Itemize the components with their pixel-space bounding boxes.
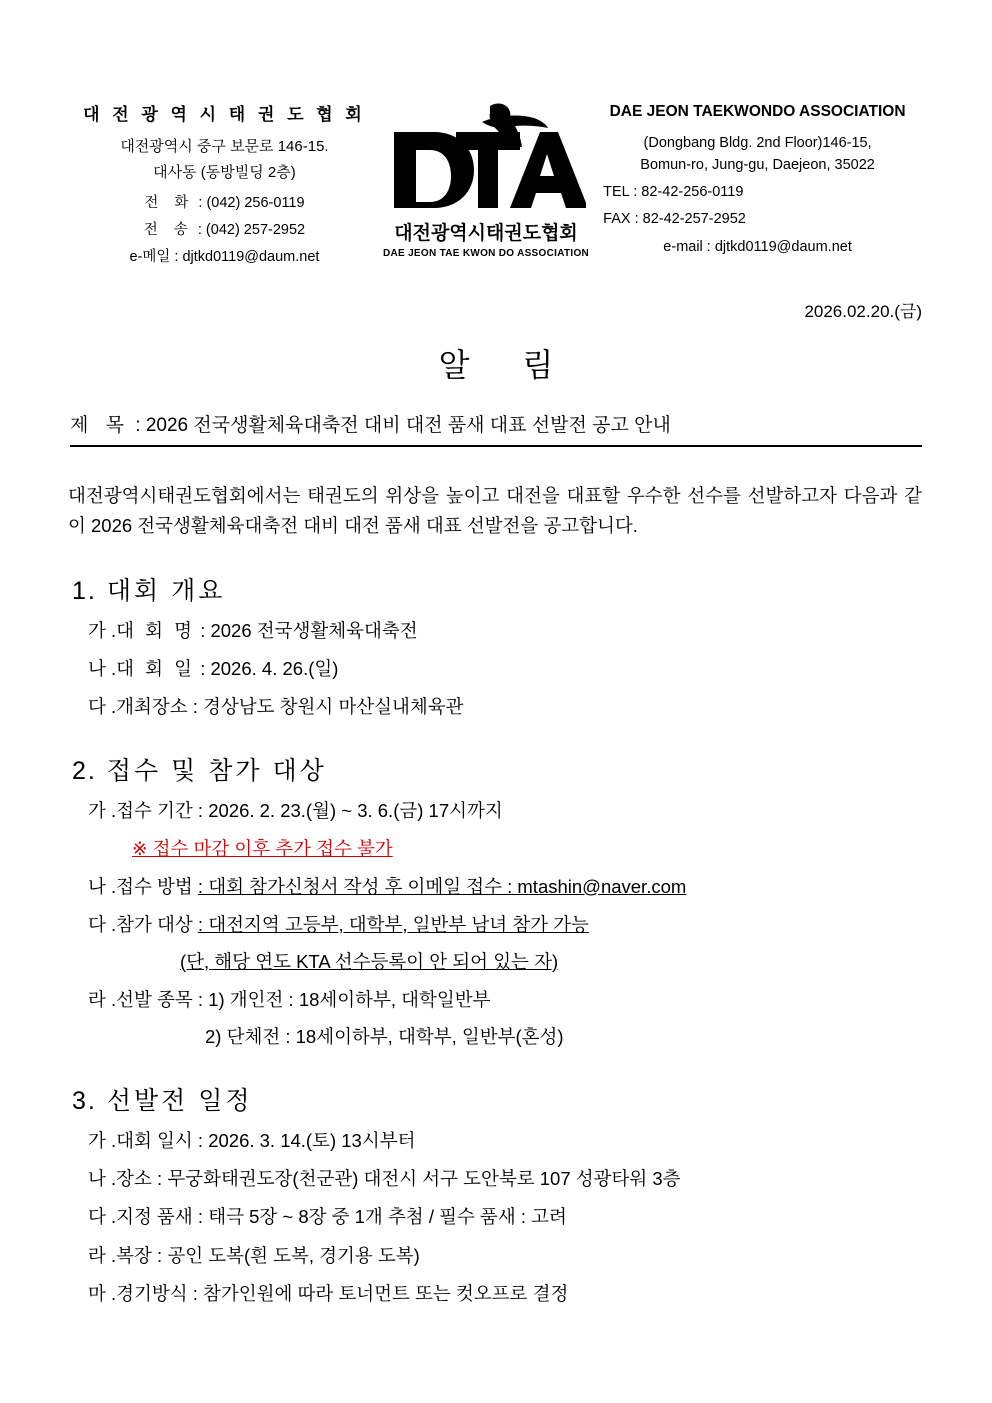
item-text: : 경상남도 창원시 마산실내체육관: [192, 696, 464, 718]
item-label: 대 회 일: [116, 658, 196, 680]
list-item: [88, 1242, 922, 1270]
item-text: : 2026. 2. 23.(월) ~ 3. 6.(금) 17시까지: [197, 800, 503, 822]
list-item: [88, 1203, 922, 1231]
item-marker: 나 .: [88, 875, 117, 897]
item-text: : 참가인원에 따라 토너먼트 또는 컷오프로 결정: [192, 1282, 569, 1304]
list-item: [88, 693, 922, 721]
section-overview: [0, 571, 992, 721]
fax-row: [70, 217, 379, 244]
list-item: [88, 1127, 922, 1155]
item-body: [116, 986, 922, 1014]
item-label: 장소: [116, 1168, 152, 1190]
subject-block: [0, 392, 992, 447]
letterhead-korean-block: [70, 100, 379, 271]
item-body: [116, 1242, 922, 1270]
email-value: : djtkd0119@daum.net: [174, 248, 320, 265]
subject-line: [70, 410, 922, 437]
section-1-title: 대회 개요: [106, 577, 226, 606]
fax-value: : (042) 257-2952: [197, 222, 306, 239]
item-body: [116, 797, 922, 825]
section-3-heading: [72, 1081, 922, 1117]
association-logo: [379, 100, 593, 259]
section-3-number: 3.: [72, 1087, 97, 1116]
item-text: : 무궁화태권도장(천군관) 대전시 서구 도안북로 107 성광타워 3층: [157, 1168, 681, 1190]
subject-label: 제 목: [70, 414, 130, 436]
item-label: 참가 대상: [116, 913, 193, 935]
item-marker: 라 .: [88, 989, 117, 1010]
fax-label: 전 송: [143, 222, 194, 239]
item-body: [116, 911, 922, 939]
team-event-text: 2) 단체전 : 18세이하부, 대학부, 일반부(혼성): [205, 1026, 564, 1048]
item-marker: 가 .: [88, 800, 117, 822]
section-2-heading: [72, 751, 922, 787]
section-registration: [0, 751, 992, 1051]
telephone-value: : (042) 256-0119: [198, 195, 305, 212]
section-3-title: 선발전 일정: [106, 1087, 253, 1116]
letterhead-english-block: [593, 100, 922, 260]
list-item: [88, 617, 922, 645]
contact-block-kr: [70, 190, 379, 270]
section-1-number: 1.: [72, 577, 97, 606]
item-body: [116, 1203, 922, 1231]
fax-en: FAX : 82-42-257-2952: [603, 211, 746, 228]
telephone-en: TEL : 82-42-256-0119: [603, 184, 744, 201]
item-marker: 마 .: [88, 1282, 117, 1304]
item-label: 지정 품새: [116, 1206, 193, 1228]
subject-text: : 2026 전국생활체육대축전 대비 대전 품새 대표 선발전 공고 안내: [135, 414, 671, 436]
condition-text: (단, 해당 연도 KTA 선수등록이 안 되어 있는 자): [180, 950, 559, 972]
item-label: 선발 종목: [116, 989, 193, 1010]
item-label: 접수 방법: [116, 875, 193, 897]
item-label: 대회 일시: [116, 1130, 193, 1152]
item-text: : 2026. 4. 26.(일): [200, 658, 339, 680]
telephone-label: 전 화: [144, 195, 195, 212]
list-item: [88, 655, 922, 683]
item-label: 복장: [116, 1244, 152, 1266]
list-item: [88, 1165, 922, 1193]
email-label: e-메일: [129, 248, 171, 265]
item-text: : 1) 개인전 : 18세이하부, 대학일반부: [197, 989, 491, 1010]
document-title: 알 림: [438, 346, 576, 383]
address-en-line1: (Dongbang Bldg. 2nd Floor)146-15,: [643, 134, 872, 151]
list-item: [88, 986, 922, 1014]
item-marker: 나 .: [88, 658, 117, 680]
item-body: [116, 873, 922, 901]
section-schedule: [0, 1081, 992, 1308]
organization-name-en: DAE JEON TAEKWONDO ASSOCIATION: [609, 103, 906, 120]
address-en-line2: Bomun-ro, Jung-gu, Daejeon, 35022: [640, 156, 875, 173]
item-text: : 대전지역 고등부, 대학부, 일반부 남녀 참가 가능: [197, 913, 589, 935]
intro-paragraph: 대전광역시태권도협회에서는 태권도의 위상을 높이고 대전을 대표할 우수한 선수를 선발하고자 다음과 같이 2026 전국생활체육대축전 대비 대전 품새 대표 선발전을 공고합니다.: [68, 485, 922, 537]
item-label: 개최장소: [116, 696, 188, 718]
item-marker: 가 .: [88, 620, 117, 642]
item-body: [116, 693, 922, 721]
item-marker: 나 .: [88, 1168, 117, 1190]
item-label: 대 회 명: [116, 620, 196, 642]
section-1-heading: [72, 571, 922, 607]
item-body: [116, 1280, 922, 1308]
item-body: [116, 617, 922, 645]
dta-logo-icon: [386, 102, 586, 222]
item-marker: 라 .: [88, 1244, 117, 1266]
document-date: 2026.02.20.(금): [804, 301, 922, 321]
section-2-number: 2.: [72, 757, 97, 786]
address-kr-line1: 대전광역시 중구 보문로 146-15.: [120, 137, 329, 155]
organization-name-kr: 대 전 광 역 시 태 권 도 협 회: [83, 105, 366, 124]
letterhead: [0, 0, 992, 271]
item-marker: 가 .: [88, 1130, 117, 1152]
logo-korean-caption: 대전광역시태권도협회: [394, 223, 578, 244]
logo-english-caption: DAE JEON TAE KWON DO ASSOCIATION: [382, 248, 590, 259]
registration-notice: [132, 835, 922, 863]
item-body: [116, 655, 922, 683]
item-marker: 다 .: [88, 1206, 117, 1228]
list-item: [88, 797, 922, 825]
registration-condition: [180, 948, 922, 976]
item-text: : 태극 5장 ~ 8장 중 1개 추첨 / 필수 품새 : 고려: [197, 1206, 567, 1228]
item-label: 경기방식: [116, 1282, 188, 1304]
telephone-row: [70, 190, 379, 217]
notice-text: ※ 접수 마감 이후 추가 접수 불가: [132, 837, 393, 859]
email-en: e-mail : djtkd0119@daum.net: [663, 239, 852, 256]
team-event-line: [205, 1023, 922, 1051]
header-divider: [70, 445, 922, 447]
item-text: : 2026. 3. 14.(토) 13시부터: [197, 1130, 416, 1152]
list-item: [88, 873, 922, 901]
item-marker: 다 .: [88, 696, 117, 718]
item-text: : 2026 전국생활체육대축전: [200, 620, 418, 642]
item-text: : 공인 도복(흰 도복, 경기용 도복): [157, 1244, 420, 1266]
list-item: [88, 911, 922, 939]
item-body: [116, 1127, 922, 1155]
section-2-title: 접수 및 참가 대상: [106, 757, 327, 786]
item-body: [116, 1165, 922, 1193]
list-item: [88, 1280, 922, 1308]
item-marker: 다 .: [88, 913, 117, 935]
email-row: [70, 244, 379, 271]
address-kr-line2: 대사동 (동방빌딩 2층): [153, 164, 296, 181]
item-label: 접수 기간: [116, 800, 193, 822]
item-text: : 대회 참가신청서 작성 후 이메일 접수 : mtashin@naver.com: [197, 875, 687, 897]
